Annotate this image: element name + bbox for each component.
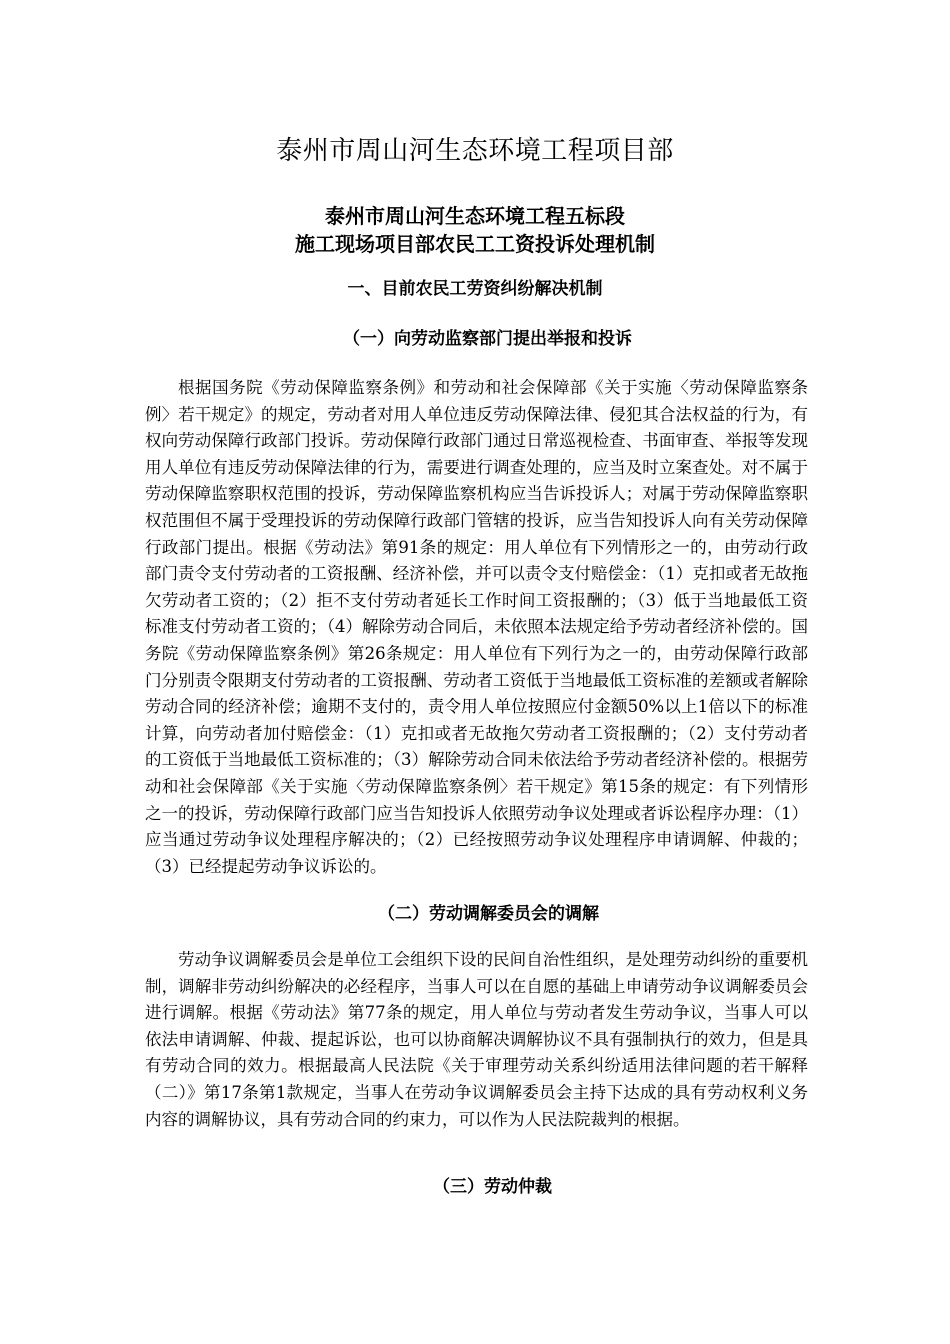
- section-heading-1: 一、目前农民工劳资纠纷解决机制: [347, 279, 603, 299]
- document-title-line2: 施工现场项目部农民工工资投诉处理机制: [295, 232, 655, 256]
- paragraph-complaint-mechanism: 根据国务院《劳动保障监察条例》和劳动和社会保障部《关于实施〈劳动保障监察条例〉若干规定》的规定，劳动者对用人单位违反劳动保障法律、侵犯其合法权益的行为，有权向劳动保障行政部门投诉。劳动保障行政部门通过日常巡视检查、书面审查、举报等发现用人单位有违反劳动保障法律的行为，需要进行调查处理的，应当及时立案查处。对不属于劳动保障监察职权范围的投诉，劳动保障监察机构应当告诉投诉人；对属于劳动保障监察职权范围但不属于受理投诉的劳动保障行政部门管辖的投诉，应当告知投诉人向有关劳动保障行政部门提出。根据《劳动法》第91条的规定：用人单位有下列情形之一的，由劳动行政部门责令支付劳动者的工资报酬、经济补偿，并可以责令支付赔偿金：（1）克扣或者无故拖欠劳动者工资的；（2）拒不支付劳动者延长工作时间工资报酬的；（3）低于当地最低工资标准支付劳动者工资的；（4）解除劳动合同后，未依照本法规定给予劳动者经济补偿的。国务院《劳动保障监察条例》第26条规定：用人单位有下列行为之一的，由劳动保障行政部门分别责令限期支付劳动者的工资报酬、劳动者工资低于当地最低工资标准的差额或者解除劳动合同的经济补偿；逾期不支付的，责令用人单位按照应付金额50%以上1倍以下的标准计算，向劳动者加付赔偿金：（1）克扣或者无故拖欠劳动者工资报酬的；（2）支付劳动者的工资低于当地最低工资标准的；（3）解除劳动合同未依法给予劳动者经济补偿的。根据劳动和社会保障部《关于实施〈劳动保障监察条例〉若干规定》第15条的规定：有下列情形之一的投诉，劳动保障行政部门应当告知投诉人依照劳动争议处理或者诉讼程序办理：（1）应当通过劳动争议处理程序解决的；（2）已经按照劳动争议处理程序申请调解、仲裁的；（3）已经提起劳动争议诉讼的。: [145, 378, 808, 876]
- paragraph-mediation: 劳动争议调解委员会是单位工会组织下设的民间自治性组织，是处理劳动纠纷的重要机制，调解非劳动纠纷解决的必经程序，当事人可以在自愿的基础上申请劳动争议调解委员会进行调解。根据《劳动法》第77条的规定，用人单位与劳动者发生劳动争议，当事人可以依法申请调解、仲裁、提起诉讼，也可以协商解决调解协议不具有强制执行的效力，但是具有劳动合同的效力。根据最高人民法院《关于审理劳动关系纠纷适用法律问题的若干解释（二）》第17条第1款规定，当事人在劳动争议调解委员会主持下达成的具有劳动权利义务内容的调解协议，具有劳动合同的约束力，可以作为人民法院裁判的根据。: [145, 950, 808, 1129]
- document-title-line1: 泰州市周山河生态环境工程五标段: [325, 204, 625, 228]
- subsection-heading-1: （一）向劳动监察部门提出举报和投诉: [343, 329, 632, 349]
- subsection-heading-3: （三）劳动仲裁: [433, 1177, 552, 1197]
- subsection-heading-2: （二）劳动调解委员会的调解: [378, 904, 599, 924]
- page-header-title: 泰州市周山河生态环境工程项目部: [276, 136, 674, 166]
